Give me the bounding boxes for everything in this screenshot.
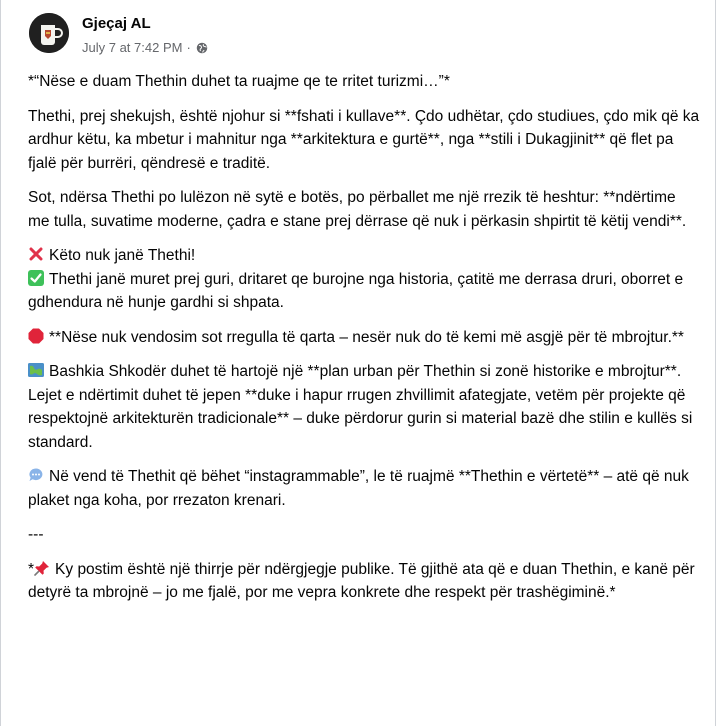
line-not-thethi <box>28 247 195 264</box>
map-icon <box>28 362 44 378</box>
post-timestamp[interactable]: July 7 at 7:42 PM <box>82 40 183 55</box>
not-thethi-text: Këto nuk janë Thethi! <box>49 247 196 264</box>
post-body <box>28 70 700 616</box>
is-thethi-text: Thethi janë muret prej guri, dritaret qe burojne nga historia, çatitë me derrasa druri, oborret e gdhendura në hunje gardhi si shpata. <box>28 270 684 311</box>
post-meta <box>82 40 208 55</box>
warning-text: **Nëse nuk vendosim sot rregulla të qarta – nesër nuk do të kemi më asgjë për të mbrojtur.** <box>49 328 684 346</box>
post-paragraph-intro: Thethi, prej shekujsh, është njohur si **fshati i kullave**. Çdo udhëtar, çdo studiues, çdo mik që ka ardhur këtu, ka mbetur i mahnitur nga **arkitektura e gurtë**, nga **stili i Dukagjinit** që flet pa fjalë për burrëri, qëndresë e traditë. <box>28 107 700 172</box>
globe-icon[interactable] <box>196 42 208 54</box>
post-paragraph-authentic <box>28 465 700 512</box>
post-paragraph-quote: *“Nëse e duam Thethin duhet ta ruajme qe te rritet turizmi…”* <box>28 73 450 90</box>
meta-separator: · <box>186 40 191 55</box>
cross-mark-icon <box>28 246 44 262</box>
pushpin-icon <box>34 560 50 576</box>
mug-logo-icon <box>29 13 69 53</box>
post-paragraph-danger: Sot, ndërsa Thethi po lulëzon në sytë e botës, po përballet me një rrezik të heshtur: **ndërtime me tulla, suvatime moderne, çadra e stane prej dërrase që nuk i përkasin shpirtit të këtij vendi**. <box>28 189 687 230</box>
plan-text: Bashkia Shkodër duhet të hartojë një **plan urban për Thethin si zonë historike e mbrojtur**. Lejet e ndërtimit duhet të jepen **duke i hapur rrugen zhvillimit afategjate, vetëm për projekte që respektojnë arkitekturën tradicionale** – duke përdorur gurin si material bazë dhe stilin e kullës si standard. <box>28 363 693 451</box>
post-paragraph-warning <box>28 326 700 350</box>
post-paragraph-closing <box>28 558 700 605</box>
post-divider-text: --- <box>28 526 44 543</box>
author-name[interactable]: Gjeçaj AL <box>82 15 151 32</box>
post-paragraph-plan <box>28 360 700 454</box>
speech-bubble-icon <box>28 467 44 483</box>
closing-text: Ky postim është një thirrje për ndërgjegje publike. Të gjithë ata që e duan Thethin, e kanë për detyrë ta mbrojnë – jo me fjalë, por me vepra konkrete dhe respekt për trashëgiminë.* <box>28 560 695 601</box>
authentic-text: Në vend të Thethit që bëhet “instagrammable”, le të ruajmë **Thethin e vërtetë** – atë që nuk plaket nga koha, por rrezaton krenari. <box>28 468 689 509</box>
line-is-thethi <box>28 271 683 312</box>
stop-sign-icon <box>28 328 44 344</box>
closing-prefix: * <box>28 560 35 578</box>
check-mark-icon <box>28 270 44 286</box>
author-avatar[interactable] <box>29 13 69 53</box>
post-paragraph-contrast <box>28 244 700 315</box>
